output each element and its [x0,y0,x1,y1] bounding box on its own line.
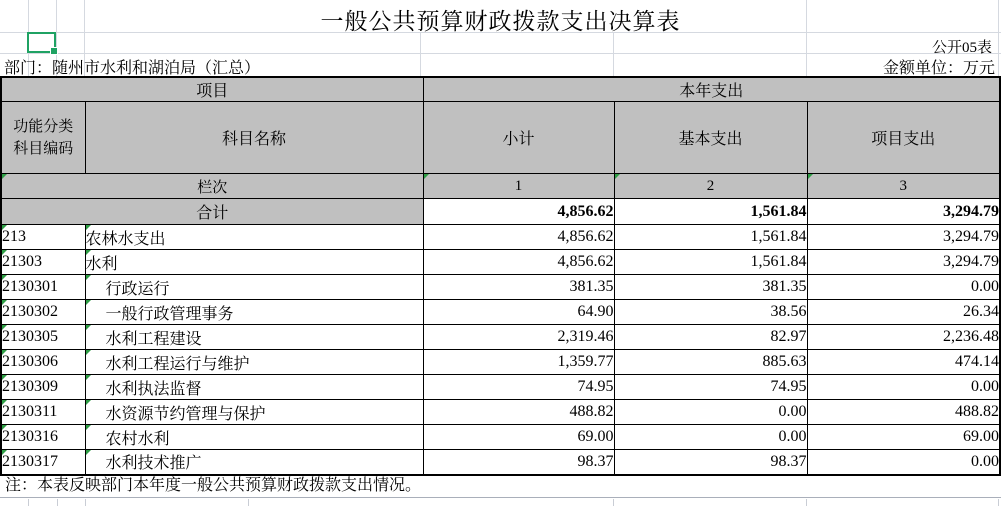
column-index-row [1,174,1000,199]
error-triangle-icon [2,425,7,430]
selection-fill-handle-icon[interactable] [50,47,58,55]
gridline [28,499,29,506]
header-function-code[interactable] [1,102,85,174]
error-triangle-icon [86,325,91,330]
error-triangle-icon [2,325,7,330]
project-cell[interactable]: 69.00 [807,425,1000,450]
subtotal-cell[interactable]: 69.00 [423,425,614,450]
expenditure-table [0,76,1001,476]
table-row [1,425,1000,450]
table-row [1,250,1000,275]
error-triangle-icon [86,400,91,405]
error-triangle-icon [86,450,91,455]
basic-cell[interactable]: 82.97 [614,325,807,350]
basic-cell[interactable]: 0.00 [614,400,807,425]
code-cell[interactable]: 2130305 [1,325,85,350]
header-current-year-expenditure[interactable]: 本年支出 [423,77,1000,102]
subtotal-cell[interactable]: 381.35 [423,275,614,300]
page-title: 一般公共预算财政拨款支出决算表 [320,9,681,34]
project-cell[interactable]: 0.00 [807,450,1000,475]
header-basic-expenditure[interactable]: 基本支出 [614,102,807,174]
gridline [57,499,58,506]
total-subtotal-value[interactable]: 4,856.62 [423,199,614,225]
subtotal-cell[interactable]: 74.95 [423,375,614,400]
table-row [1,300,1000,325]
subtotal-cell[interactable]: 2,319.46 [423,325,614,350]
name-cell[interactable]: 水利执法监督 [85,375,423,400]
gridline [613,499,614,506]
subtotal-cell[interactable]: 4,856.62 [423,250,614,275]
code-cell[interactable]: 2130301 [1,275,85,300]
subtotal-cell[interactable]: 488.82 [423,400,614,425]
table-row [1,350,1000,375]
error-triangle-icon [2,250,7,255]
function-code-line1: 功能分类 [13,118,74,135]
code-cell[interactable]: 2130311 [1,400,85,425]
table-note: 注：本表反映部门本年度一般公共预算财政拨款支出情况。 [0,474,1001,498]
basic-cell[interactable]: 1,561.84 [614,250,807,275]
error-triangle-icon [2,375,7,380]
column-index-2[interactable]: 2 [614,174,807,199]
gridline [998,499,999,506]
header-project-group[interactable]: 项目 [1,77,423,102]
column-index-3[interactable]: 3 [807,174,1000,199]
table-row [1,450,1000,475]
table-row [1,275,1000,300]
error-triangle-icon [86,425,91,430]
header-subject-name[interactable]: 科目名称 [85,102,423,174]
header-subtotal[interactable]: 小计 [423,102,614,174]
project-cell[interactable]: 488.82 [807,400,1000,425]
table-row [1,325,1000,350]
name-cell[interactable]: 水利工程建设 [85,325,423,350]
table-row [1,375,1000,400]
code-cell[interactable]: 2130309 [1,375,85,400]
project-cell[interactable]: 2,236.48 [807,325,1000,350]
gridline [420,32,421,76]
basic-cell[interactable]: 885.63 [614,350,807,375]
code-cell[interactable]: 2130316 [1,425,85,450]
project-cell[interactable]: 474.14 [807,350,1000,375]
code-cell[interactable]: 2130306 [1,350,85,375]
column-index-1[interactable]: 1 [423,174,614,199]
error-triangle-icon [86,375,91,380]
header-group-row [1,77,1000,102]
subtotal-cell[interactable]: 98.37 [423,450,614,475]
project-cell[interactable]: 3,294.79 [807,250,1000,275]
name-cell[interactable]: 水利工程运行与维护 [85,350,423,375]
name-cell[interactable]: 水利技术推广 [85,450,423,475]
basic-cell[interactable]: 74.95 [614,375,807,400]
error-triangle-icon [424,174,429,179]
name-cell[interactable]: 农村水利 [85,425,423,450]
table-row [1,225,1000,250]
name-cell[interactable]: 行政运行 [85,275,423,300]
total-basic-value[interactable]: 1,561.84 [614,199,807,225]
basic-cell[interactable]: 1,561.84 [614,225,807,250]
gridline [248,499,249,506]
name-cell[interactable]: 水利 [85,250,423,275]
subtotal-cell[interactable]: 64.90 [423,300,614,325]
error-triangle-icon [2,300,7,305]
error-triangle-icon [2,400,7,405]
subtotal-cell[interactable]: 4,856.62 [423,225,614,250]
gridline [806,499,807,506]
error-triangle-icon [86,275,91,280]
error-triangle-icon [86,300,91,305]
subtotal-cell[interactable]: 1,359.77 [423,350,614,375]
error-triangle-icon [808,174,813,179]
error-triangle-icon [2,275,7,280]
code-cell[interactable]: 213 [1,225,85,250]
error-triangle-icon [615,174,620,179]
project-cell[interactable]: 26.34 [807,300,1000,325]
total-label[interactable]: 合计 [1,199,423,225]
basic-cell[interactable]: 0.00 [614,425,807,450]
basic-cell[interactable]: 98.37 [614,450,807,475]
column-index-label[interactable]: 栏次 [1,174,423,199]
header-project-expenditure[interactable]: 项目支出 [807,102,1000,174]
gridline [85,499,86,506]
name-cell[interactable]: 农林水支出 [85,225,423,250]
error-triangle-icon [86,250,91,255]
basic-cell[interactable]: 38.56 [614,300,807,325]
error-triangle-icon [2,174,7,179]
function-code-line2: 科目编码 [13,140,74,157]
code-cell[interactable]: 21303 [1,250,85,275]
basic-cell[interactable]: 381.35 [614,275,807,300]
project-cell[interactable]: 0.00 [807,375,1000,400]
total-row [1,199,1000,225]
gridline [0,53,1001,54]
department-label: 部门：随州市水利和湖泊局（汇总） [4,60,261,77]
active-cell-selection[interactable] [27,32,56,53]
unit-label: 金额单位：万元 [882,60,995,77]
name-cell[interactable]: 水资源节约管理与保护 [85,400,423,425]
header-row [1,102,1000,174]
project-cell[interactable]: 0.00 [807,275,1000,300]
gridline [613,32,614,76]
error-triangle-icon [86,350,91,355]
error-triangle-icon [86,225,91,230]
error-triangle-icon [2,450,7,455]
form-number-label: 公开05表 [931,40,992,56]
code-cell[interactable]: 2130317 [1,450,85,475]
error-triangle-icon [2,225,7,230]
total-project-value[interactable]: 3,294.79 [807,199,1000,225]
project-cell[interactable]: 3,294.79 [807,225,1000,250]
code-cell[interactable]: 2130302 [1,300,85,325]
table-row [1,400,1000,425]
name-cell[interactable]: 一般行政管理事务 [85,300,423,325]
error-triangle-icon [2,350,7,355]
